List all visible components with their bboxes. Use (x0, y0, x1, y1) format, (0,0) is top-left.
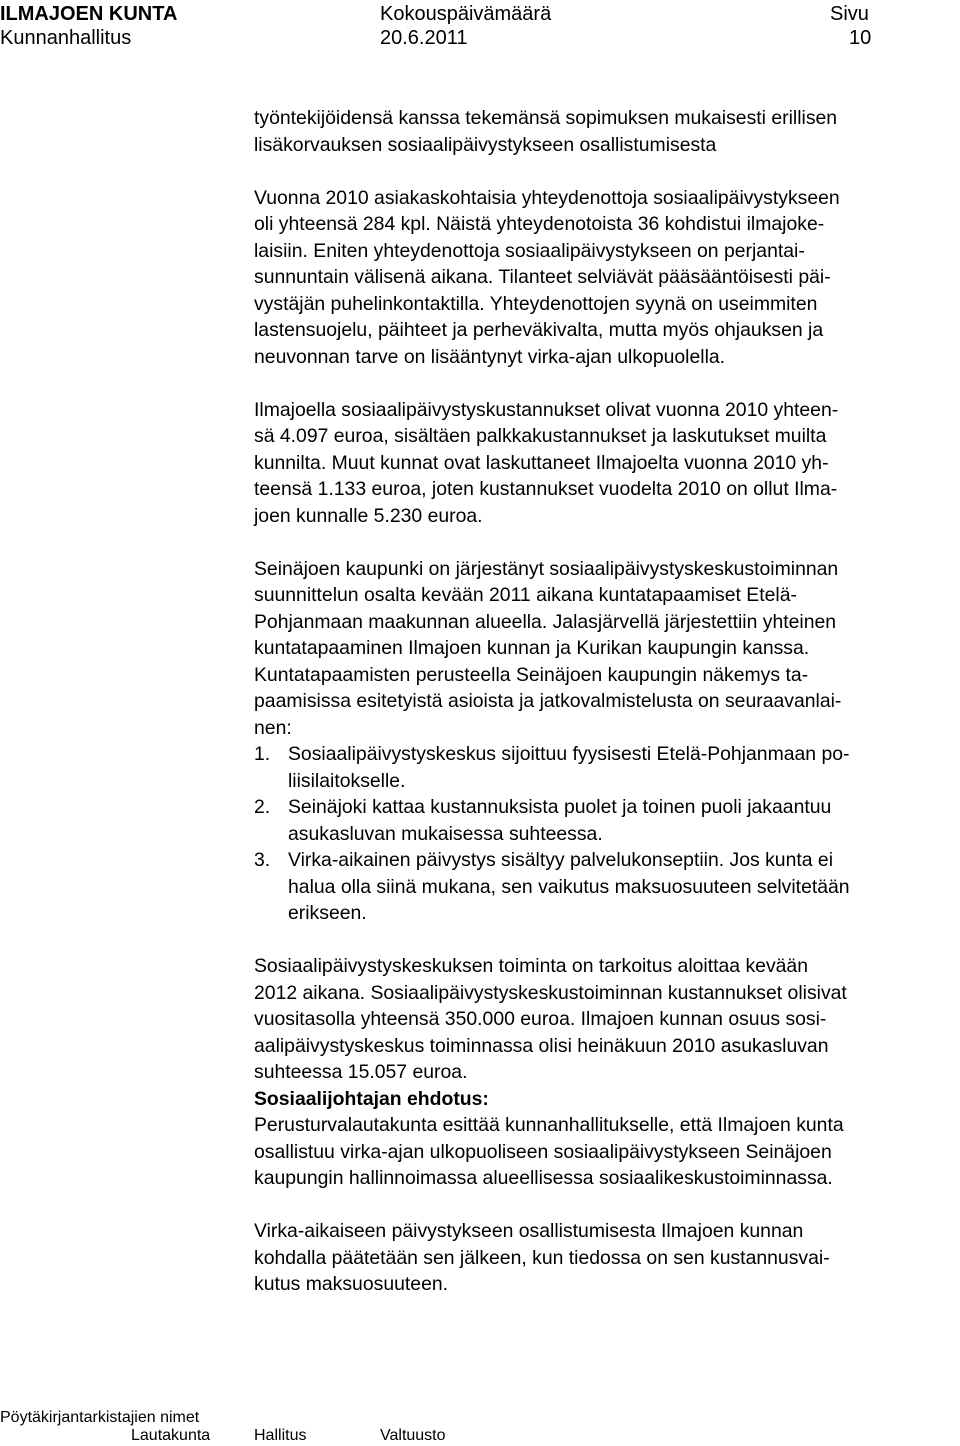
municipality-name: ILMAJOEN KUNTA (0, 3, 178, 25)
paragraph: Ilmajoella sosiaalipäivystyskustannukset olivat vuonna 2010 yhteen- sä 4.097 euroa, sisältäen palkkakustannukset ja laskutukset muilta kunnilta. Muut kunnat ovat laskuttaneet Ilmajoelta vuonna 2010 yh- teensä 1.133 euroa, joten kustannukset vuodelta 2010 on ollut Ilma- joen kunnalle 5.230 euroa. (254, 398, 839, 527)
page-label: Sivu (830, 3, 869, 25)
paragraph: Sosiaalipäivystyskeskuksen toiminta on tarkoitus aloittaa kevään 2012 aikana. Sosiaalipäivystyskeskustoiminnan kustannukset olisivat vuositasolla yhteensä 350.000 euroa. Ilmajoen kunnan osuus sosi- aalipäivystyskeskus toiminnassa olisi heinäkuun 2010 asukasluvan suhteessa 15.057 euroa. (254, 955, 847, 1083)
list-item (254, 741, 954, 794)
list-item-text: Virka-aikainen päivystys sisältyy palvelukonseptiin. Jos kunta ei halua olla siinä mukana, sen vaikutus maksuosuuteen selvitetään erikseen. (288, 849, 850, 924)
footer-valtuusto: Valtuusto (380, 1427, 446, 1444)
footer-hallitus: Hallitus (254, 1427, 307, 1444)
list-item-number: 2. (254, 796, 271, 818)
paragraph: työntekijöidensä kanssa tekemänsä sopimuksen mukaisesti erillisen lisäkorvauksen sosiaalipäivystykseen osallistumisesta (254, 107, 838, 156)
document-body (254, 105, 954, 1298)
paragraph: Seinäjoen kaupunki on järjestänyt sosiaalipäivystyskeskustoiminnan suunnittelun osalta kevään 2011 aikana kuntatapaamiset Etelä- Pohjanmaan maakunnan alueella. Jalasjärvellä järjestettiin yhteinen kuntatapaaminen Ilmajoen kunnan ja Kurikan kaupungin kanssa. Kuntatapaamisten perusteella Seinäjoen kaupungin näkemys ta- paamisissa esitetyistä asioista ja jatkovalmistelusta on seuraavanlai- nen: (254, 557, 842, 739)
list-item-text: Sosiaalipäivystyskeskus sijoittuu fyysisesti Etelä-Pohjanmaan po- liisilaitokselle. (288, 743, 850, 792)
page-number: 10 (849, 27, 872, 49)
footer-lautakunta: Lautakunta (131, 1427, 211, 1444)
list-item-text: Seinäjoki kattaa kustannuksista puolet ja toinen puoli jakaantuu asukasluvan mukaisessa suhteessa. (288, 796, 832, 845)
meeting-date: 20.6.2011 (380, 27, 468, 49)
proposal-text: Perusturvalautakunta esittää kunnanhallitukselle, että Ilmajoen kunta osallistuu virka-ajan ulkopuoliseen sosiaalipäivystykseen Seinäjoen kaupungin hallinnoimassa alueellisessa sosiaalikeskustoiminnassa. (254, 1114, 844, 1189)
paragraph: Vuonna 2010 asiakaskohtaisia yhteydenottoja sosiaalipäivystykseen oli yhteensä 284 kpl. Näistä yhteydenotoista 36 kohdistui ilmajoke- laisiin. Eniten yhteydenottoja sosiaalipäivystykseen on perjantai- sunnuntain välisenä aikana. Tilanteet selviävät pääsääntöisesti päi- vystäjän puhelinkontaktilla. Yhteydenottojen syynä on useimmiten lastensuojelu, päihteet ja perheväkivalta, mutta myös ohjauksen ja neuvonnan tarve on lisääntynyt virka-ajan ulkopuolella. (254, 186, 840, 368)
proposal-heading: Sosiaalijohtajan ehdotus: (254, 1087, 489, 1110)
closing-paragraph: Virka-aikaiseen päivystykseen osallistumisesta Ilmajoen kunnan kohdalla päätetään sen jälkeen, kun tiedossa on sen kustannusvai- kutus maksuosuuteen. (254, 1220, 830, 1295)
list-item-number: 1. (254, 743, 271, 765)
board-name: Kunnanhallitus (0, 27, 132, 49)
list-item-number: 3. (254, 849, 271, 871)
list-item (254, 794, 954, 847)
list-item (254, 847, 954, 927)
footer-label: Pöytäkirjantarkistajien nimet (0, 1409, 200, 1426)
meeting-date-label: Kokouspäivämäärä (380, 3, 552, 25)
